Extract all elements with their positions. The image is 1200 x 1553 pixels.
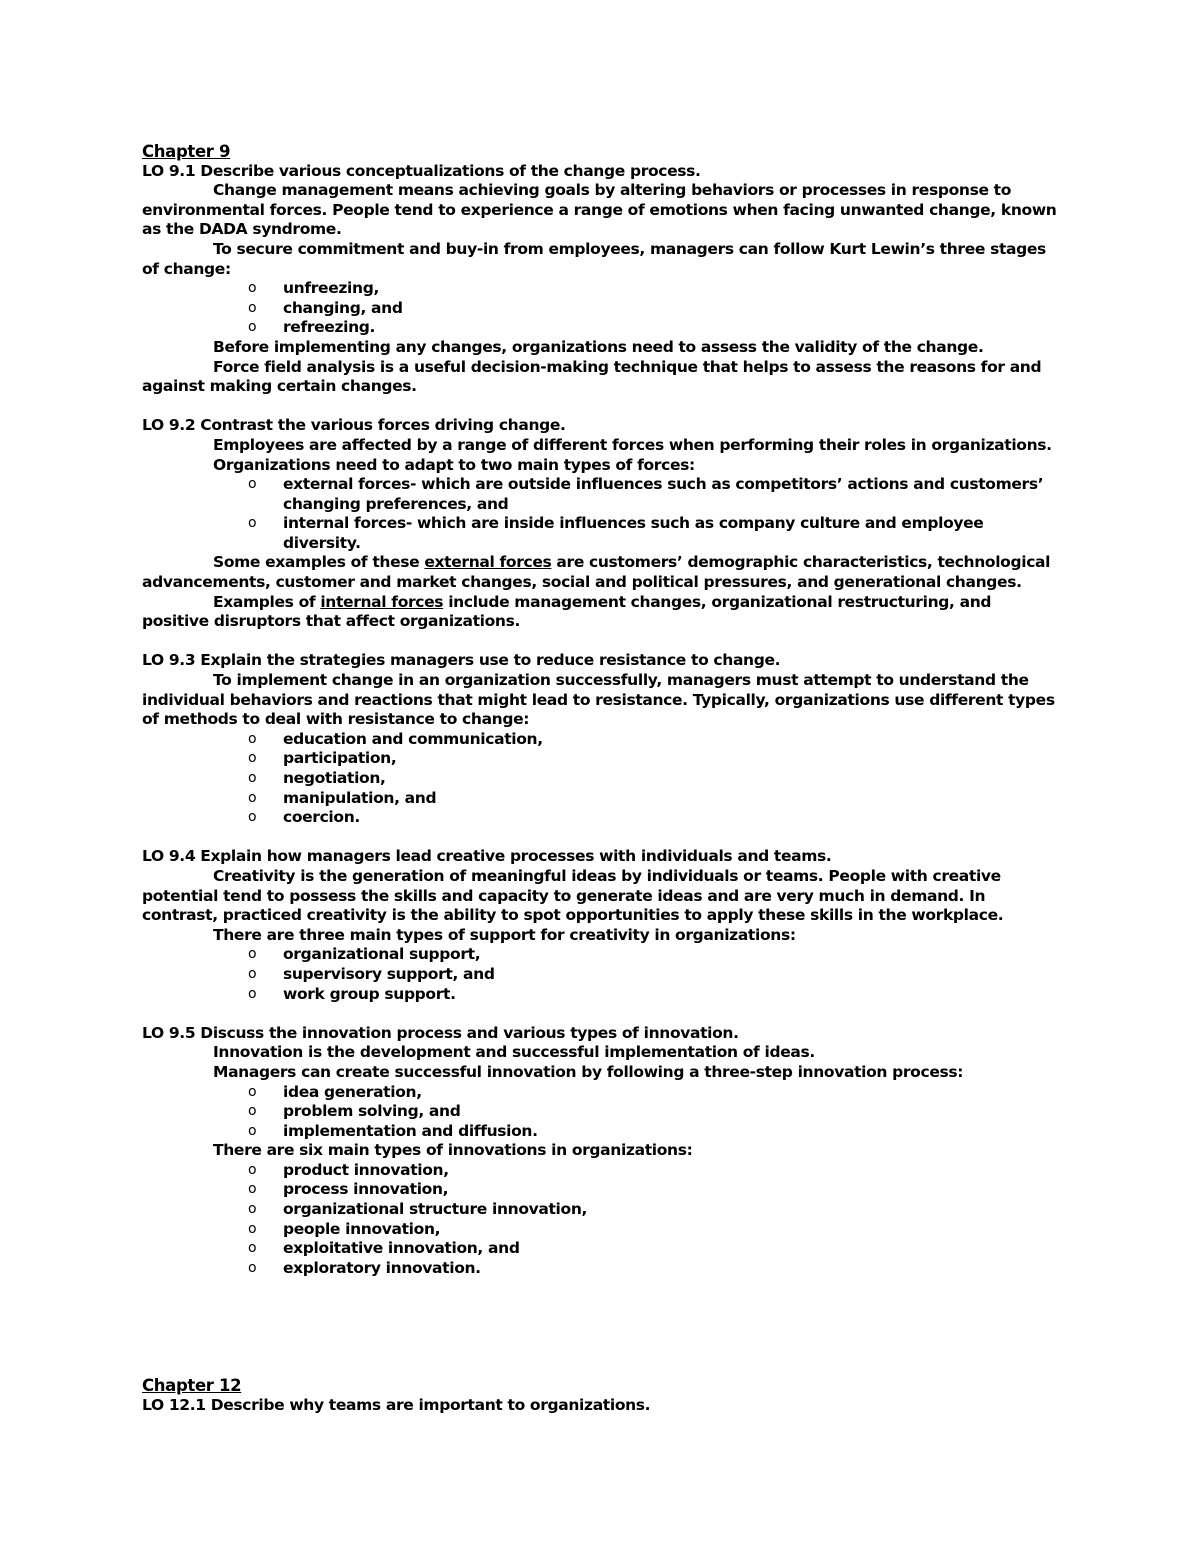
chapter-12-title: Chapter 12: [142, 1376, 242, 1396]
list-item-text: idea generation,: [283, 1082, 422, 1101]
list-item: [142, 730, 1062, 750]
chapter-9-title: Chapter 9: [142, 142, 231, 161]
list-item-text: exploratory innovation.: [283, 1258, 481, 1277]
list-item: [142, 279, 1062, 299]
bullet-icon: o: [248, 1122, 257, 1139]
spacer: [142, 828, 1062, 848]
spacer: [142, 1004, 1062, 1024]
spacer: [142, 1357, 1062, 1377]
list-item: [142, 1102, 1062, 1122]
list-item-text: refreezing.: [283, 318, 376, 337]
lo-9-1-paragraph-2: To secure commitment and buy-in from employees, managers can follow Kurt Lewin’s three stages of change:: [142, 239, 1046, 278]
list-item: [142, 1083, 1062, 1103]
list-item: [142, 1220, 1062, 1240]
list-item: [142, 945, 1062, 965]
lo-9-2-paragraph-1: Employees are affected by a range of different forces when performing their roles in organizations.: [213, 435, 1052, 454]
list-item: [142, 299, 1062, 319]
list-item-text: participation,: [283, 749, 397, 768]
lo-9-1-paragraph-4: Force field analysis is a useful decision-making technique that helps to assess the reasons for and against making certain changes.: [142, 357, 1042, 396]
bullet-icon: o: [248, 1201, 257, 1218]
bullet-icon: o: [248, 1259, 257, 1276]
list-item-text: coercion.: [283, 808, 360, 827]
spacer: [142, 1318, 1062, 1338]
list-item-text: internal forces- which are inside influences such as company culture and employee diversity.: [283, 514, 984, 552]
list-item: [142, 1200, 1062, 1220]
text-run: are customers’ demographic characteristics, technological advancements, customer and market changes, social and political pressures, and generational changes.: [142, 553, 1051, 592]
bullet-icon: o: [248, 299, 257, 316]
list-item-text: organizational structure innovation,: [283, 1200, 588, 1219]
list-item: [142, 1239, 1062, 1259]
lo-9-5-paragraph-1: Innovation is the development and successful implementation of ideas.: [213, 1043, 815, 1062]
document-page: [142, 142, 1062, 1416]
list-item: [142, 965, 1062, 985]
list-item-text: product innovation,: [283, 1160, 449, 1179]
text-run: Examples of: [213, 592, 321, 611]
spacer: [142, 1337, 1062, 1357]
spacer: [142, 632, 1062, 652]
list-item: [142, 985, 1062, 1005]
list-item-text: process innovation,: [283, 1180, 449, 1199]
bullet-icon: o: [248, 1220, 257, 1237]
lo-9-1-paragraph-3: Before implementing any changes, organizations need to assess the validity of the change.: [213, 337, 984, 356]
bullet-icon: o: [248, 515, 257, 532]
list-item-text: external forces- which are outside influences such as competitors’ actions and customers’ changing preferences, and: [283, 475, 1044, 513]
list-item: [142, 514, 1062, 553]
list-item: [142, 808, 1062, 828]
bullet-icon: o: [248, 319, 257, 336]
list-item-text: problem solving, and: [283, 1102, 461, 1121]
lo-9-4-paragraph-2: There are three main types of support for creativity in organizations:: [213, 925, 796, 944]
text-run: include management changes, organizational restructuring, and positive disruptors that affect organizations.: [142, 592, 992, 631]
bullet-icon: o: [248, 1103, 257, 1120]
list-item: [142, 769, 1062, 789]
list-item: [142, 475, 1062, 514]
bullet-icon: o: [248, 965, 257, 982]
list-item-text: unfreezing,: [283, 279, 379, 298]
lo-9-2-paragraph-2: Organizations need to adapt to two main types of forces:: [213, 455, 695, 474]
text-run: Some examples of these: [213, 553, 425, 572]
bullet-icon: o: [248, 770, 257, 786]
bullet-icon: o: [248, 750, 257, 767]
bullet-icon: o: [248, 985, 257, 1002]
bullet-icon: o: [248, 1240, 257, 1257]
lo-9-2-paragraph-4: [142, 593, 1062, 632]
lo-9-1-paragraph-1: Change management means achieving goals by altering behaviors or processes in response to environmental forces. People tend to experience a range of emotions when facing unwanted change, known as the DADA syndrome.: [142, 181, 1057, 239]
lo-9-5-paragraph-2: Managers can create successful innovation by following a three-step innovation process:: [213, 1062, 964, 1081]
lo-9-4-heading: LO 9.4 Explain how managers lead creative processes with individuals and teams.: [142, 847, 832, 866]
lo-9-1-heading: LO 9.1 Describe various conceptualizations of the change process.: [142, 161, 701, 180]
list-item-text: people innovation,: [283, 1219, 441, 1238]
spacer: [142, 1278, 1062, 1298]
list-item: [142, 1161, 1062, 1181]
list-item-text: organizational support,: [283, 945, 481, 964]
bullet-icon: o: [248, 1083, 257, 1100]
lo-12-1-heading: LO 12.1 Describe why teams are important to organizations.: [142, 1396, 651, 1414]
lo-9-2-heading: LO 9.2 Contrast the various forces driving change.: [142, 416, 566, 435]
list-item: [142, 318, 1062, 338]
bullet-icon: o: [248, 946, 257, 963]
bullet-icon: o: [248, 730, 257, 747]
bullet-icon: o: [248, 476, 257, 493]
list-item-text: exploitative innovation, and: [283, 1239, 520, 1258]
list-item-text: manipulation, and: [283, 788, 437, 807]
lo-9-5-paragraph-3: There are six main types of innovations in organizations:: [213, 1141, 693, 1160]
list-item-text: supervisory support, and: [283, 964, 495, 983]
lo-9-3-heading: LO 9.3 Explain the strategies managers use to reduce resistance to change.: [142, 651, 781, 670]
lo-9-3-paragraph-1: To implement change in an organization successfully, managers must attempt to understand the individual behaviors and reactions that might lead to resistance. Typically, organizations use different types of methods to deal with resistance to change:: [142, 671, 1055, 729]
internal-forces-term: internal forces: [320, 592, 444, 611]
list-item-text: negotiation,: [283, 769, 386, 787]
spacer: [142, 397, 1062, 417]
list-item: [142, 749, 1062, 769]
list-item-text: implementation and diffusion.: [283, 1121, 538, 1140]
bullet-icon: o: [248, 1161, 257, 1178]
list-item: [142, 1259, 1062, 1279]
bullet-icon: o: [248, 809, 257, 826]
lo-9-4-paragraph-1: Creativity is the generation of meaningful ideas by individuals or teams. People with creative potential tend to possess the skills and capacity to generate ideas and are very much in demand. In contrast, practiced creativity is the ability to spot opportunities to apply these skills in the workplace.: [142, 866, 1004, 925]
list-item: [142, 1122, 1062, 1142]
bullet-icon: o: [248, 280, 257, 297]
bullet-icon: o: [248, 789, 257, 806]
list-item-text: work group support.: [283, 984, 456, 1003]
list-item: [142, 789, 1062, 809]
bullet-icon: o: [248, 1181, 257, 1198]
lo-9-2-paragraph-3: [142, 553, 1062, 592]
list-item-text: education and communication,: [283, 729, 543, 748]
list-item: [142, 1180, 1062, 1200]
spacer: [142, 1298, 1062, 1318]
external-forces-term: external forces: [424, 553, 552, 572]
lo-9-5-heading: LO 9.5 Discuss the innovation process and various types of innovation.: [142, 1023, 739, 1042]
list-item-text: changing, and: [283, 298, 403, 317]
